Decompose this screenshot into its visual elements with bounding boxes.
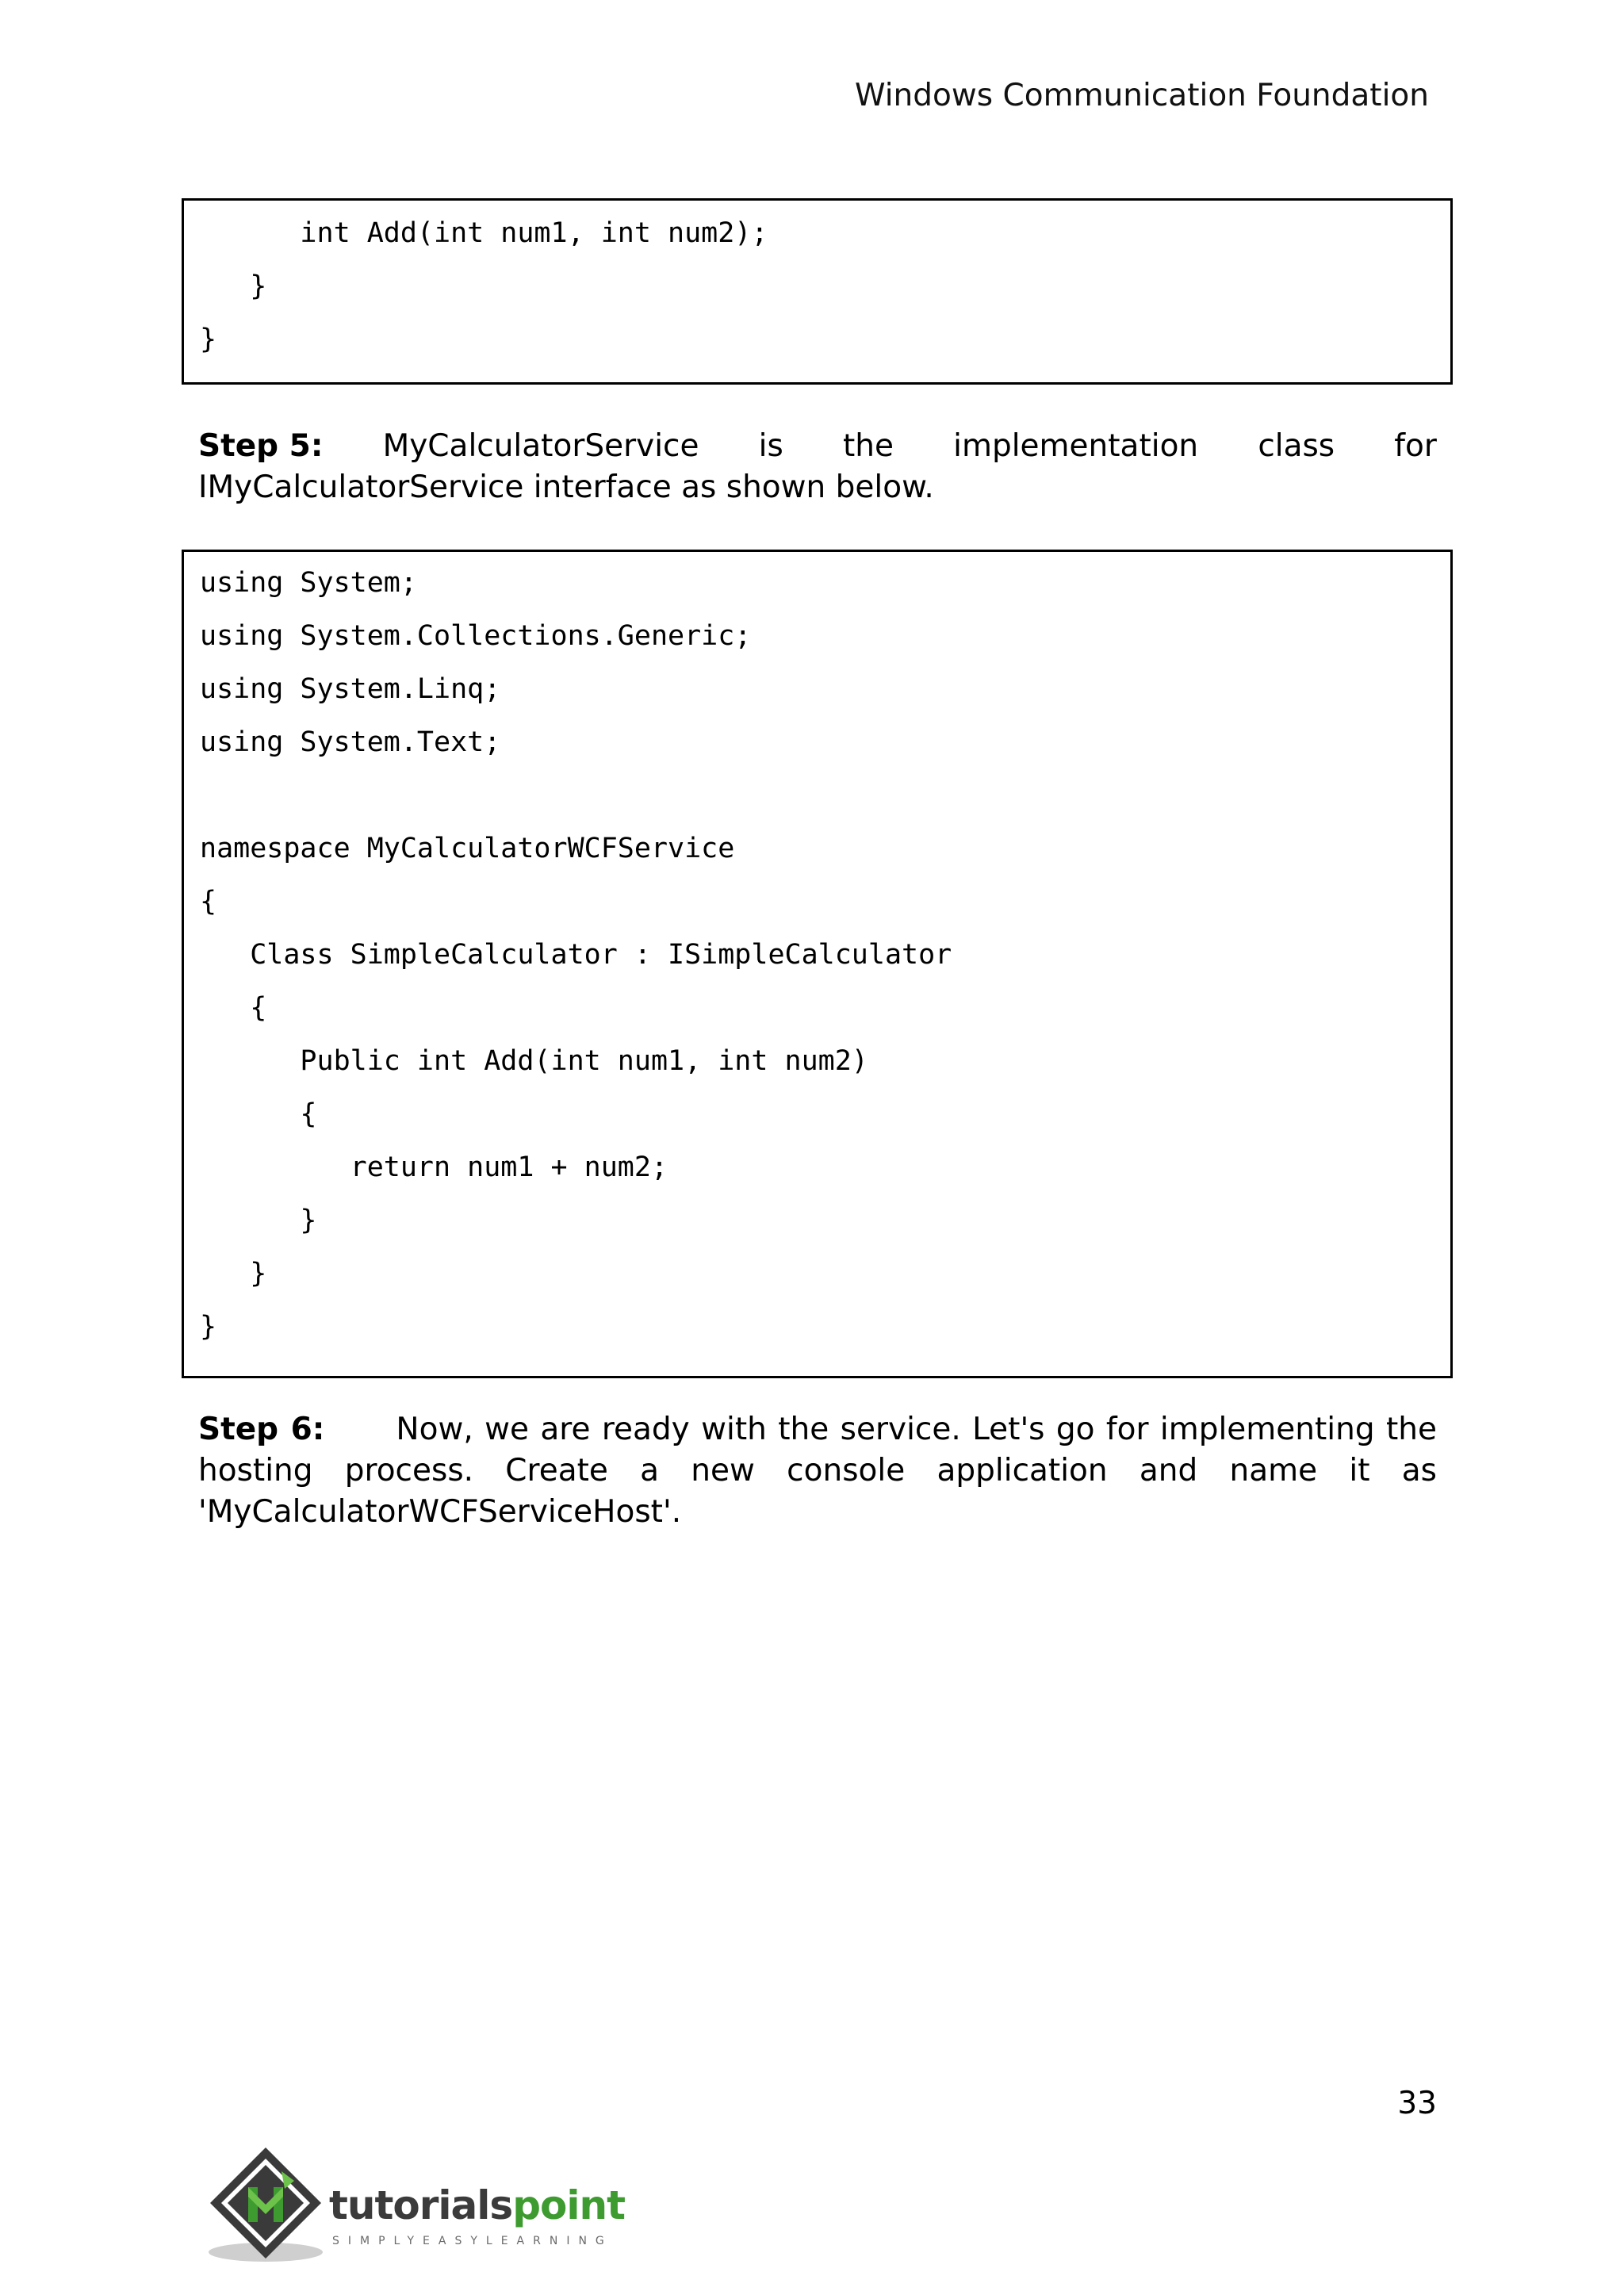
step5-word: MyCalculatorService: [382, 428, 699, 464]
code-line: int Add(int num1, int num2);: [200, 217, 768, 249]
code-line: using System.Collections.Generic;: [200, 620, 752, 652]
code-block-1: [182, 198, 1453, 385]
code-block-2: [182, 550, 1453, 1378]
tutorialspoint-logo: [202, 2141, 646, 2268]
code-line: namespace MyCalculatorWCFService: [200, 833, 735, 864]
logo-wordmark: tutorialspoint: [329, 2182, 625, 2228]
step5-paragraph: [198, 426, 1437, 508]
step5-line-2: IMyCalculatorService interface as shown below.: [198, 469, 934, 505]
step6-label: Step 6:: [198, 1412, 325, 1447]
step6-text: Now, we are ready with the service. Let's go for implementing the hosting process. Create a new console application and name it as 'MyCalculatorWCFServiceHost'.: [198, 1412, 1437, 1530]
code-line: }: [200, 1258, 267, 1289]
step5-word: implementation: [953, 428, 1199, 464]
code-line: Class SimpleCalculator : ISimpleCalculator: [200, 939, 952, 971]
step6-paragraph: [198, 1409, 1437, 1533]
code-line: {: [200, 1098, 317, 1130]
step5-word: is: [758, 428, 783, 464]
step5-line-1: [198, 426, 1437, 467]
step5-word: the: [842, 428, 894, 464]
step5-label: Step 5:: [198, 428, 324, 464]
code-line: }: [200, 1205, 317, 1236]
code-line: using System.Linq;: [200, 673, 501, 705]
page-number: 33: [1397, 2086, 1437, 2121]
code-line: {: [200, 886, 217, 918]
step5-word: class: [1258, 428, 1335, 464]
code-line: Public int Add(int num1, int num2): [200, 1045, 868, 1077]
code-line: return num1 + num2;: [200, 1151, 668, 1183]
code-line: }: [200, 270, 267, 302]
step5-word: for: [1394, 428, 1437, 464]
running-header: Windows Communication Foundation: [855, 78, 1429, 113]
logo-emblem-icon: [202, 2141, 329, 2268]
code-line: }: [200, 1311, 217, 1343]
code-line: using System.Text;: [200, 726, 501, 758]
code-line: {: [200, 992, 267, 1024]
logo-tagline: SIMPLYEASYLEARNING: [332, 2235, 613, 2247]
code-line: }: [200, 324, 217, 355]
code-line: using System;: [200, 567, 417, 599]
